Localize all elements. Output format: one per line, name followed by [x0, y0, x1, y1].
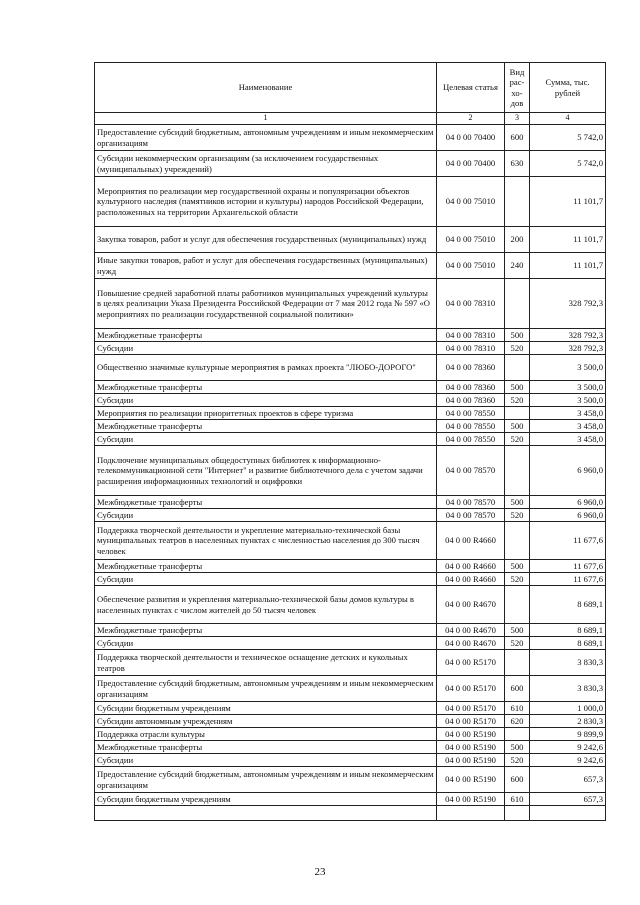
- row-expense-type: 600: [505, 125, 530, 151]
- row-expense-type: 600: [505, 767, 530, 793]
- row-sum: 3 500,0: [530, 355, 606, 381]
- header-sum: Сумма, тыс. рублей: [530, 63, 606, 113]
- row-expense-type: 600: [505, 676, 530, 702]
- row-target-article: 04 0 00 R5170: [437, 650, 505, 676]
- row-name: Мероприятия по реализации приоритетных проектов в сфере туризма: [95, 407, 437, 420]
- row-name: Межбюджетные трансферты: [95, 741, 437, 754]
- row-target-article: 04 0 00 R5170: [437, 715, 505, 728]
- row-sum: 3 500,0: [530, 394, 606, 407]
- row-target-article: 04 0 00 78360: [437, 381, 505, 394]
- row-name: Межбюджетные трансферты: [95, 560, 437, 573]
- row-target-article: 04 0 00 78550: [437, 420, 505, 433]
- row-sum: 11 101,7: [530, 177, 606, 227]
- row-sum: 5 742,0: [530, 125, 606, 151]
- row-target-article: 04 0 00 R4660: [437, 522, 505, 560]
- row-sum: 9 899,9: [530, 728, 606, 741]
- table-row: [95, 702, 606, 715]
- row-name: Закупка товаров, работ и услуг для обеспечения государственных (муниципальных) нужд: [95, 227, 437, 253]
- row-name: Предоставление субсидий бюджетным, автономным учреждениям и иным некоммерческим организациям: [95, 676, 437, 702]
- row-expense-type: 520: [505, 342, 530, 355]
- row-target-article: 04 0 00 78570: [437, 496, 505, 509]
- row-expense-type: 500: [505, 381, 530, 394]
- row-name: Субсидии автономным учреждениям: [95, 715, 437, 728]
- row-target-article: 04 0 00 R5170: [437, 676, 505, 702]
- row-target-article: 04 0 00 R4660: [437, 560, 505, 573]
- row-sum: 11 101,7: [530, 253, 606, 279]
- row-name: Субсидии: [95, 573, 437, 586]
- row-sum: 6 960,0: [530, 446, 606, 496]
- row-name: Субсидии некоммерческим организациям (за исключением государственных (муниципальных) учреждений): [95, 151, 437, 177]
- row-sum: 657,3: [530, 767, 606, 793]
- table-row: [95, 227, 606, 253]
- table-row: [95, 793, 606, 806]
- row-sum: 11 101,7: [530, 227, 606, 253]
- row-sum: 8 689,1: [530, 624, 606, 637]
- row-name: Субсидии: [95, 509, 437, 522]
- table-row: [95, 177, 606, 227]
- row-name: Общественно значимые культурные мероприятия в рамках проекта "ЛЮБО-ДОРОГО": [95, 355, 437, 381]
- row-target-article: 04 0 00 R5190: [437, 793, 505, 806]
- empty-cell: [437, 806, 505, 821]
- table-row: [95, 420, 606, 433]
- row-target-article: 04 0 00 75010: [437, 177, 505, 227]
- row-expense-type: [505, 279, 530, 329]
- table-row: [95, 125, 606, 151]
- row-expense-type: [505, 586, 530, 624]
- row-target-article: 04 0 00 70400: [437, 151, 505, 177]
- row-name: Предоставление субсидий бюджетным, автономным учреждениям и иным некоммерческим организациям: [95, 767, 437, 793]
- row-name: Межбюджетные трансферты: [95, 420, 437, 433]
- budget-table: [94, 62, 606, 821]
- table-row: [95, 624, 606, 637]
- empty-cell: [95, 806, 437, 821]
- table-row: [95, 637, 606, 650]
- table-row: [95, 650, 606, 676]
- row-expense-type: [505, 446, 530, 496]
- row-sum: 11 677,6: [530, 560, 606, 573]
- table-row: [95, 676, 606, 702]
- row-name: Межбюджетные трансферты: [95, 496, 437, 509]
- row-name: Предоставление субсидий бюджетным, автономным учреждениям и иным некоммерческим организациям: [95, 125, 437, 151]
- row-expense-type: [505, 522, 530, 560]
- row-sum: 3 458,0: [530, 433, 606, 446]
- row-target-article: 04 0 00 R4670: [437, 586, 505, 624]
- row-expense-type: 500: [505, 741, 530, 754]
- row-sum: 328 792,3: [530, 329, 606, 342]
- table-row: [95, 496, 606, 509]
- row-target-article: 04 0 00 78310: [437, 342, 505, 355]
- row-target-article: 04 0 00 R4660: [437, 573, 505, 586]
- row-expense-type: 520: [505, 637, 530, 650]
- row-expense-type: 520: [505, 573, 530, 586]
- row-expense-type: [505, 728, 530, 741]
- header-expense-type: Вид рас-хо-дов: [505, 63, 530, 113]
- row-name: Субсидии: [95, 394, 437, 407]
- page-number: 23: [314, 866, 326, 878]
- table-row: [95, 728, 606, 741]
- table-header-row: [95, 63, 606, 113]
- row-target-article: 04 0 00 78570: [437, 509, 505, 522]
- row-sum: 657,3: [530, 793, 606, 806]
- row-target-article: 04 0 00 R4670: [437, 624, 505, 637]
- table-row: [95, 560, 606, 573]
- row-expense-type: 520: [505, 394, 530, 407]
- table-row: [95, 586, 606, 624]
- row-name: Субсидии: [95, 637, 437, 650]
- row-sum: 9 242,6: [530, 754, 606, 767]
- row-name: Мероприятия по реализации мер государственной охраны и популяризации объектов культурного наследия (памятников истории и культуры) народов Российской Федерации, расположенных на территории Архангельской области: [95, 177, 437, 227]
- row-expense-type: 500: [505, 560, 530, 573]
- row-expense-type: 240: [505, 253, 530, 279]
- row-name: Субсидии: [95, 433, 437, 446]
- row-expense-type: 610: [505, 702, 530, 715]
- row-target-article: 04 0 00 78310: [437, 329, 505, 342]
- header-target-article: Целевая статья: [437, 63, 505, 113]
- row-sum: 2 830,3: [530, 715, 606, 728]
- row-expense-type: [505, 407, 530, 420]
- row-sum: 3 830,3: [530, 676, 606, 702]
- table-row: [95, 446, 606, 496]
- table-row: [95, 433, 606, 446]
- row-name: Обеспечение развития и укрепления материально-технической базы домов культуры в населенных пунктах с числом жителей до 50 тысяч человек: [95, 586, 437, 624]
- table-row: [95, 253, 606, 279]
- row-sum: 328 792,3: [530, 342, 606, 355]
- row-sum: 8 689,1: [530, 586, 606, 624]
- row-target-article: 04 0 00 R5170: [437, 702, 505, 715]
- row-sum: 5 742,0: [530, 151, 606, 177]
- table-row-empty: [95, 806, 606, 821]
- table-row: [95, 754, 606, 767]
- row-name: Субсидии бюджетным учреждениям: [95, 702, 437, 715]
- table-row: [95, 715, 606, 728]
- row-expense-type: [505, 650, 530, 676]
- row-expense-type: 500: [505, 329, 530, 342]
- row-name: Поддержка отрасли культуры: [95, 728, 437, 741]
- empty-cell: [530, 806, 606, 821]
- row-target-article: 04 0 00 R5190: [437, 754, 505, 767]
- row-sum: 3 458,0: [530, 407, 606, 420]
- row-name: Поддержка творческой деятельности и укрепление материально-технической базы муниципальных театров в населенных пунктах с численностью населения до 300 тысяч человек: [95, 522, 437, 560]
- row-expense-type: 620: [505, 715, 530, 728]
- row-name: Межбюджетные трансферты: [95, 381, 437, 394]
- header-name: Наименование: [95, 63, 437, 113]
- row-target-article: 04 0 00 78570: [437, 446, 505, 496]
- row-sum: 8 689,1: [530, 637, 606, 650]
- table-row: [95, 522, 606, 560]
- row-sum: 1 000,0: [530, 702, 606, 715]
- row-target-article: 04 0 00 75010: [437, 253, 505, 279]
- table-row: [95, 573, 606, 586]
- column-number: 4: [530, 113, 606, 125]
- row-sum: 6 960,0: [530, 509, 606, 522]
- row-expense-type: 500: [505, 420, 530, 433]
- row-expense-type: 520: [505, 754, 530, 767]
- row-sum: 3 500,0: [530, 381, 606, 394]
- table-row: [95, 767, 606, 793]
- row-name: Подключение муниципальных общедоступных библиотек к информационно-телекоммуникационной сети "Интернет" и развитие библиотечного дела с учетом задачи расширения информационных технологий и оцифровки: [95, 446, 437, 496]
- row-target-article: 04 0 00 70400: [437, 125, 505, 151]
- row-target-article: 04 0 00 78550: [437, 433, 505, 446]
- table-row: [95, 342, 606, 355]
- row-expense-type: [505, 355, 530, 381]
- row-target-article: 04 0 00 78360: [437, 355, 505, 381]
- table-row: [95, 279, 606, 329]
- row-sum: 11 677,6: [530, 573, 606, 586]
- table-row: [95, 381, 606, 394]
- row-name: Поддержка творческой деятельности и техническое оснащение детских и кукольных театров: [95, 650, 437, 676]
- row-name: Межбюджетные трансферты: [95, 624, 437, 637]
- row-target-article: 04 0 00 R5190: [437, 728, 505, 741]
- row-target-article: 04 0 00 R5190: [437, 741, 505, 754]
- row-name: Межбюджетные трансферты: [95, 329, 437, 342]
- row-expense-type: [505, 177, 530, 227]
- row-expense-type: 500: [505, 624, 530, 637]
- row-expense-type: 200: [505, 227, 530, 253]
- row-sum: 3 458,0: [530, 420, 606, 433]
- table-row: [95, 407, 606, 420]
- row-expense-type: 500: [505, 496, 530, 509]
- table-row: [95, 151, 606, 177]
- row-name: Субсидии: [95, 754, 437, 767]
- row-sum: 9 242,6: [530, 741, 606, 754]
- column-number: 2: [437, 113, 505, 125]
- row-target-article: 04 0 00 78310: [437, 279, 505, 329]
- column-number: 3: [505, 113, 530, 125]
- table-row: [95, 394, 606, 407]
- row-target-article: 04 0 00 78360: [437, 394, 505, 407]
- row-target-article: 04 0 00 75010: [437, 227, 505, 253]
- row-expense-type: 630: [505, 151, 530, 177]
- row-expense-type: 520: [505, 509, 530, 522]
- row-sum: 328 792,3: [530, 279, 606, 329]
- row-sum: 11 677,6: [530, 522, 606, 560]
- row-name: Повышение средней заработной платы работников муниципальных учреждений культуры в целях реализации Указа Президента Российской Федерации от 7 мая 2012 года № 597 «О мероприятиях по реализации государственной социальной политики»: [95, 279, 437, 329]
- column-number-row: [95, 113, 606, 125]
- row-target-article: 04 0 00 R4670: [437, 637, 505, 650]
- row-target-article: 04 0 00 78550: [437, 407, 505, 420]
- row-sum: 3 830,3: [530, 650, 606, 676]
- table-row: [95, 509, 606, 522]
- table-row: [95, 355, 606, 381]
- column-number: 1: [95, 113, 437, 125]
- row-name: Иные закупки товаров, работ и услуг для обеспечения государственных (муниципальных) нужд: [95, 253, 437, 279]
- row-name: Субсидии: [95, 342, 437, 355]
- row-name: Субсидии бюджетным учреждениям: [95, 793, 437, 806]
- empty-cell: [505, 806, 530, 821]
- table-row: [95, 329, 606, 342]
- row-expense-type: 610: [505, 793, 530, 806]
- row-target-article: 04 0 00 R5190: [437, 767, 505, 793]
- row-sum: 6 960,0: [530, 496, 606, 509]
- row-expense-type: 520: [505, 433, 530, 446]
- table-row: [95, 741, 606, 754]
